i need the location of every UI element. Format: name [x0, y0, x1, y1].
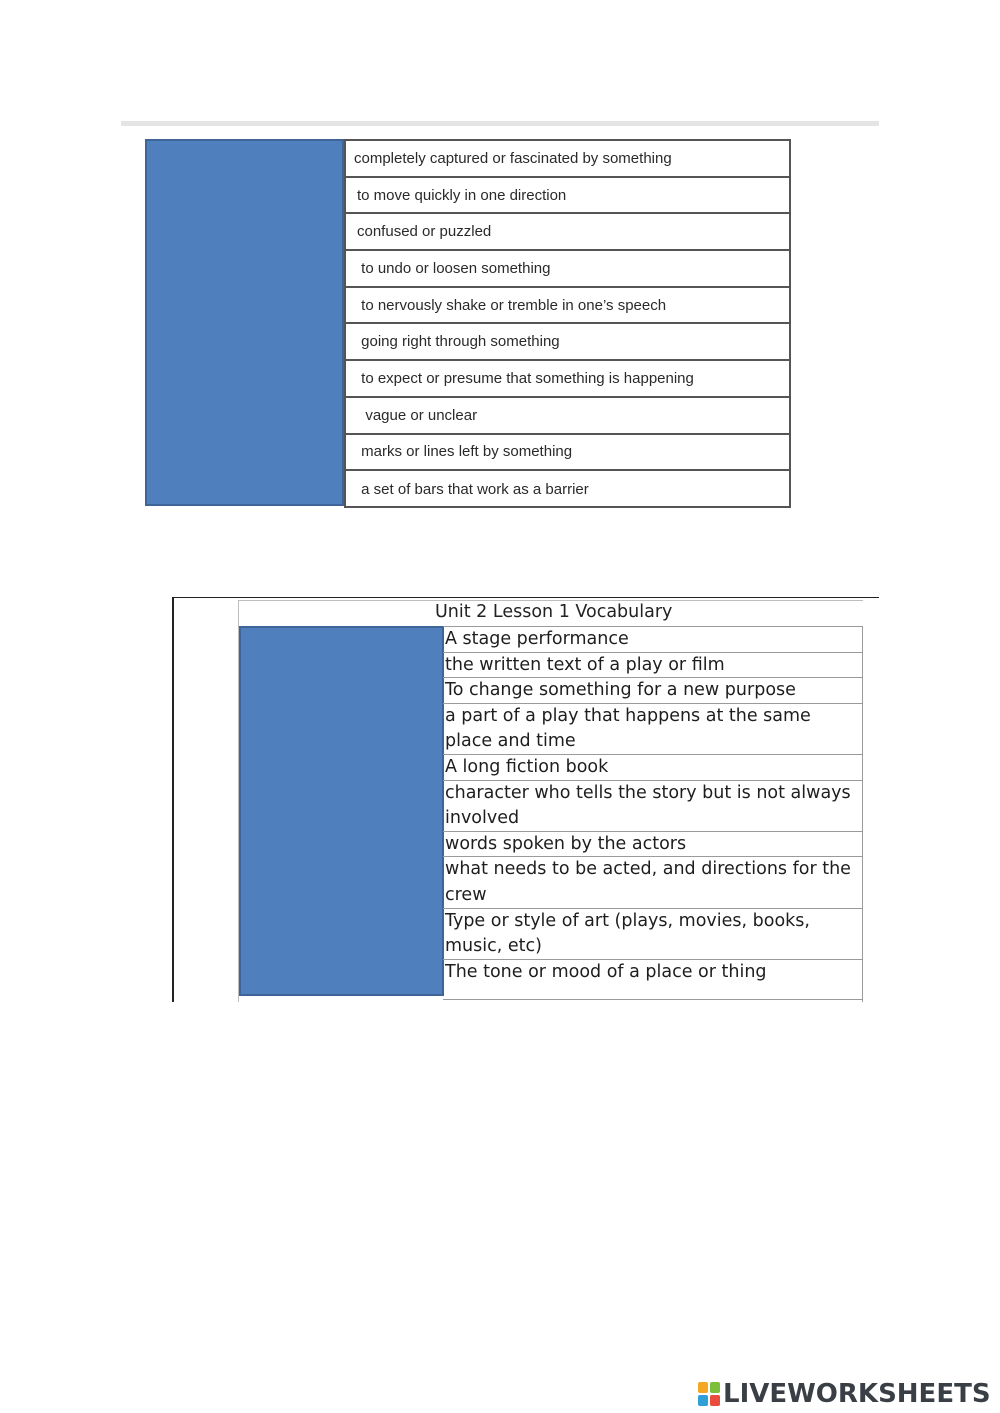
definition-row: confused or puzzled: [346, 214, 789, 251]
definition-row: the written text of a play or film: [443, 653, 862, 679]
definition-row: to move quickly in one direction: [346, 178, 789, 215]
logo-tiles-icon: [698, 1382, 720, 1406]
definition-row: Type or style of art (plays, movies, books, music, etc): [443, 909, 862, 960]
definition-row: marks or lines left by something: [346, 435, 789, 472]
definition-row: a set of bars that work as a barrier: [357, 481, 589, 499]
vocab-table-1: [145, 139, 791, 508]
definition-row: vague or unclear: [346, 398, 789, 435]
definition-row: what needs to be acted, and directions for the crew: [443, 857, 862, 908]
definition-row: to undo or loosen something: [346, 251, 789, 288]
logo-tile: [698, 1382, 708, 1393]
definition-row: words spoken by the actors: [443, 832, 862, 858]
definition-row: A stage performance: [443, 627, 862, 653]
definition-row: a part of a play that happens at the same place and time: [443, 704, 862, 755]
definition-row: character who tells the story but is not always involved: [443, 781, 862, 832]
definition-row: A long fiction book: [443, 755, 862, 781]
brand-name: LIVEWORKSHEETS: [723, 1379, 991, 1409]
definition-row: going right through something: [346, 324, 789, 361]
definition-row: The tone or mood of a place or thing: [443, 960, 862, 1000]
logo-tile: [698, 1395, 708, 1406]
table-2-title: Unit 2 Lesson 1 Vocabulary: [435, 602, 673, 622]
definition-row: To change something for a new purpose: [443, 678, 862, 704]
definition-row: to nervously shake or tremble in one’s speech: [346, 288, 789, 325]
answer-drop-zone-2[interactable]: [239, 626, 444, 996]
table-2-frame-top: [172, 597, 879, 598]
answer-drop-zone-1[interactable]: [145, 139, 344, 506]
table-2-frame-left: [172, 597, 174, 1002]
table-2-title-rule: [238, 600, 863, 601]
definition-row: completely captured or fascinated by something: [346, 141, 789, 178]
definitions-column-1: [344, 139, 791, 508]
top-divider: [121, 121, 879, 126]
logo-tile: [710, 1395, 720, 1406]
definitions-column-2: [443, 626, 863, 1002]
liveworksheets-logo: [698, 1378, 991, 1410]
logo-tile: [710, 1382, 720, 1393]
definition-row: to expect or presume that something is happening: [346, 361, 789, 398]
